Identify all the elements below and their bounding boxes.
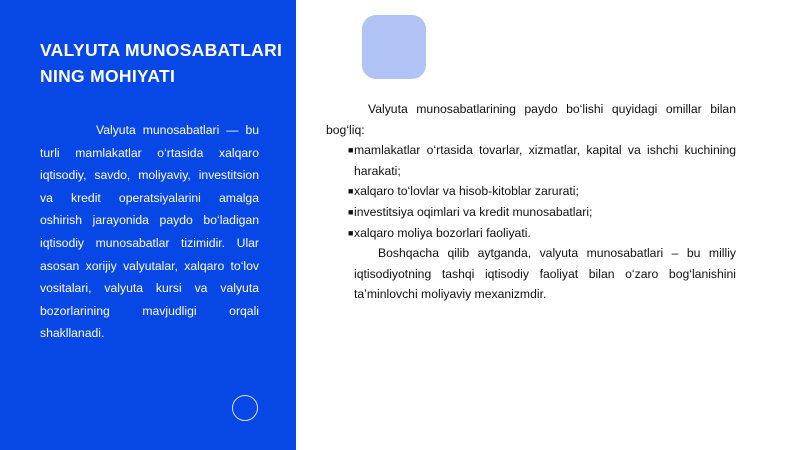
slide-title: VALYUTA MUNOSABATLARINING MOHIYATI (40, 40, 283, 86)
conclusion-paragraph: Boshqacha qilib aytganda, valyuta munosabatlari – bu milliy iqtisodiyotning tashqi iqtisodiy faoliyat bilan o‘zaro bog‘lanishini ta’minlovchi moliyaviy mexanizmdir. (354, 246, 736, 302)
list-item-text: xalqaro to‘lovlar va hisob-kitoblar zarurati; (354, 184, 579, 199)
list-item (326, 181, 736, 202)
list-item (326, 202, 736, 223)
list-item-text: mamlakatlar o‘rtasida tovarlar, xizmatlar, kapital va ishchi kuchining harakati; (354, 143, 736, 178)
square-bullet-icon: ■ (348, 145, 354, 156)
decorative-rounded-square (362, 15, 426, 79)
square-bullet-icon: ■ (348, 206, 354, 217)
factors-list (326, 140, 736, 243)
list-item (326, 223, 736, 244)
left-blue-panel (0, 0, 296, 450)
square-bullet-icon: ■ (348, 227, 354, 238)
circle-outline-icon (232, 395, 258, 421)
content-block (326, 99, 736, 305)
intro-paragraph: Valyuta munosabatlarining paydo bo‘lishi quyidagi omillar bilan bog‘liq: (326, 102, 736, 137)
list-item-text: investitsiya oqimlari va kredit munosabatlari; (354, 204, 593, 219)
list-item (326, 140, 736, 181)
list-item-text: xalqaro moliya bozorlari faoliyati. (354, 225, 531, 240)
definition-paragraph: Valyuta munosabatlari — bu turli mamlakatlar o‘rtasida xalqaro iqtisodiy, savdo, moliyaviy, investitsion va kredit operatsiyalarini amalga oshirish jarayonida paydo bo‘ladigan iqtisodiy munosabatlar tizimidir. Ular asosan xorijiy valyutalar, xalqaro to‘lov vositalari, valyuta kursi va valyuta bozorlarining mavjudligi orqali shakllanadi. (40, 123, 259, 341)
square-bullet-icon: ■ (348, 186, 354, 197)
